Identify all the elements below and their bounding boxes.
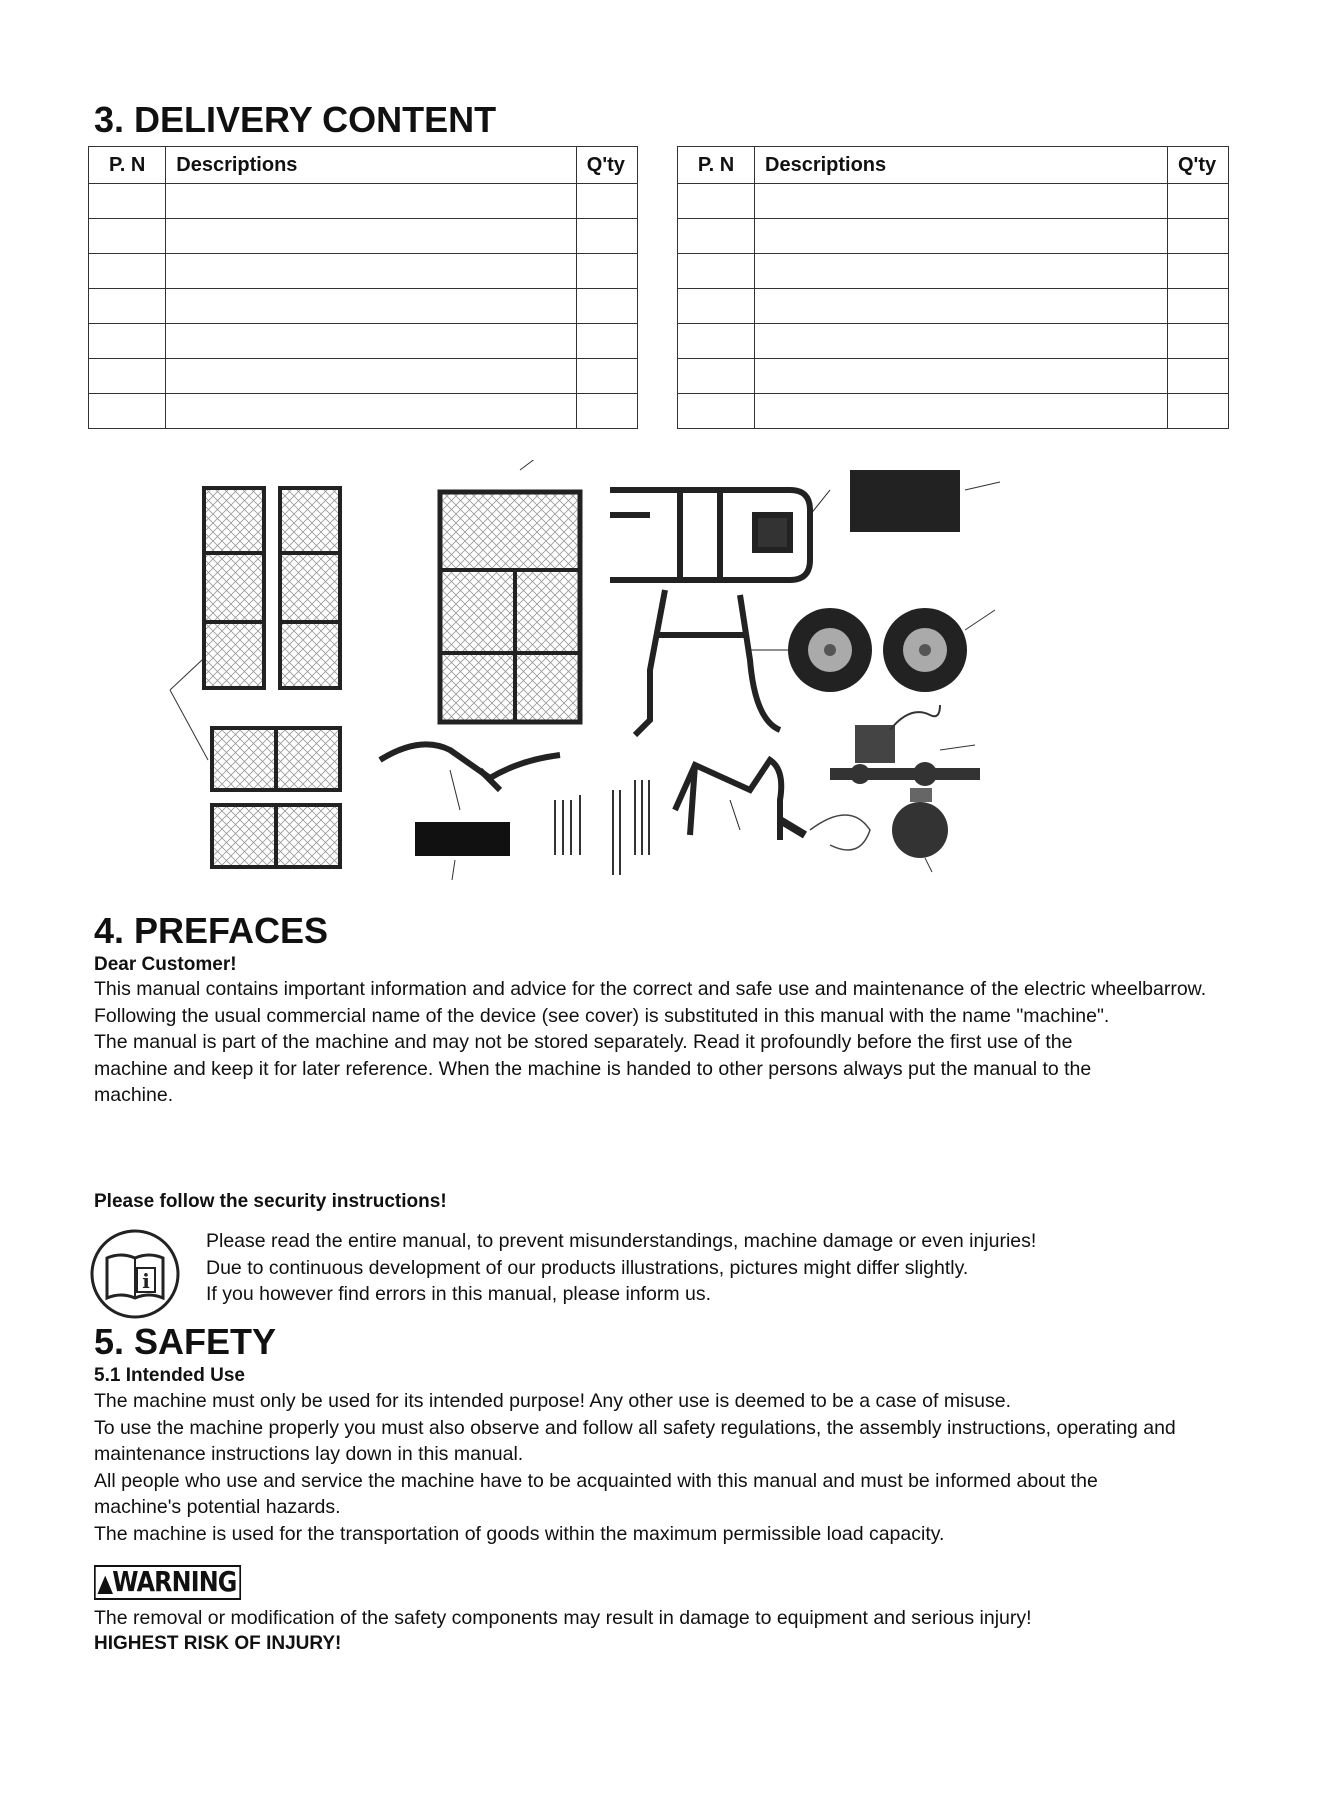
wheel-right [883, 608, 995, 692]
paragraph: Following the usual commercial name of the device (see cover) is substituted in this manual with the name "machine". [94, 1004, 1110, 1027]
security-info-text [206, 1228, 1036, 1308]
section-4-title: 4. PREFACES [94, 910, 329, 951]
greeting: Dear Customer! [94, 954, 237, 975]
table-row [678, 289, 1229, 324]
intended-use-text [94, 1388, 1224, 1548]
front-frame [675, 760, 781, 840]
table-row [678, 219, 1229, 254]
warning-text: The removal or modification of the safety components may result in damage to equipment and serious injury! [94, 1607, 1032, 1629]
table-row [89, 359, 638, 394]
info-line: Please read the entire manual, to prevent misunderstandings, machine damage or even injuries! [206, 1230, 1037, 1252]
chassis-frame [610, 490, 830, 580]
table-row [89, 184, 638, 219]
qty-header: Q'ty [1168, 147, 1229, 184]
table-row [89, 219, 638, 254]
prefaces-text [94, 976, 1224, 1109]
descriptions-header: Descriptions [166, 147, 576, 184]
paragraph: All people who use and service the machine have to be acquainted with this manual and must be informed about the machine's potential hazards. [94, 1469, 1098, 1519]
side-panel-left [204, 488, 264, 688]
pn-header: P. N [89, 147, 166, 184]
security-heading: Please follow the security instructions! [94, 1191, 447, 1212]
table-header-row [678, 147, 1229, 184]
leg-stand [635, 590, 795, 735]
parts-illustration [150, 460, 1170, 920]
handlebar [380, 744, 560, 810]
screws [555, 780, 649, 875]
warning-icon: ▲ [97, 1569, 113, 1597]
side-panel-right [280, 488, 340, 688]
table-row [89, 394, 638, 429]
front-wheel [892, 788, 948, 872]
battery-box [850, 470, 960, 532]
section-3-title: 3. DELIVERY CONTENT [94, 99, 497, 140]
end-panel-top [212, 728, 340, 790]
paragraph: The machine is used for the transportation of goods within the maximum permissible load capacity. [94, 1522, 945, 1545]
delivery-table-left [88, 146, 638, 429]
paragraph: The manual is part of the machine and may not be stored separately. Read it profoundly before the first use of the machine and keep it for later reference. When the machine is handed to other persons always put the manual to the machine. [94, 1031, 1092, 1107]
table-header-row [89, 147, 638, 184]
paragraph: The machine must only be used for its intended purpose! Any other use is deemed to be a case of misuse. [94, 1390, 1012, 1412]
wheel-left [788, 608, 872, 692]
table-row [678, 324, 1229, 359]
table-row [678, 254, 1229, 289]
descriptions-header: Descriptions [755, 147, 1168, 184]
table-row [678, 359, 1229, 394]
info-letter: i [142, 1269, 150, 1293]
warning-emphasis: HIGHEST RISK OF INJURY! [94, 1633, 342, 1654]
table-row [89, 324, 638, 359]
section-5-subtitle: 5.1 Intended Use [94, 1365, 245, 1386]
end-panel-bottom [212, 805, 340, 867]
table-row [678, 184, 1229, 219]
qty-header: Q'ty [576, 147, 637, 184]
table-row [678, 394, 1229, 429]
warning-label: ▲WARNING [94, 1565, 241, 1600]
front-panel [440, 460, 580, 722]
info-line: If you however find errors in this manual, please inform us. [206, 1283, 712, 1306]
cover-plate [415, 822, 510, 856]
table-row [89, 254, 638, 289]
paragraph: This manual contains important information and advice for the correct and safe use and maintenance of the electric wheelbarrow. [94, 978, 1207, 1000]
table-row [89, 289, 638, 324]
motor-axle [830, 705, 980, 786]
info-line: Due to continuous development of our products illustrations, pictures might differ slightly. [206, 1256, 969, 1279]
paragraph: To use the machine properly you must also observe and follow all safety regulations, the assembly instructions, operating and maintenance instructions lay down in this manual. [94, 1416, 1176, 1466]
manual-info-icon [89, 1228, 181, 1320]
section-5-title: 5. SAFETY [94, 1321, 277, 1362]
delivery-table-right [677, 146, 1229, 429]
pn-header: P. N [678, 147, 755, 184]
throttle-cable [780, 815, 870, 850]
